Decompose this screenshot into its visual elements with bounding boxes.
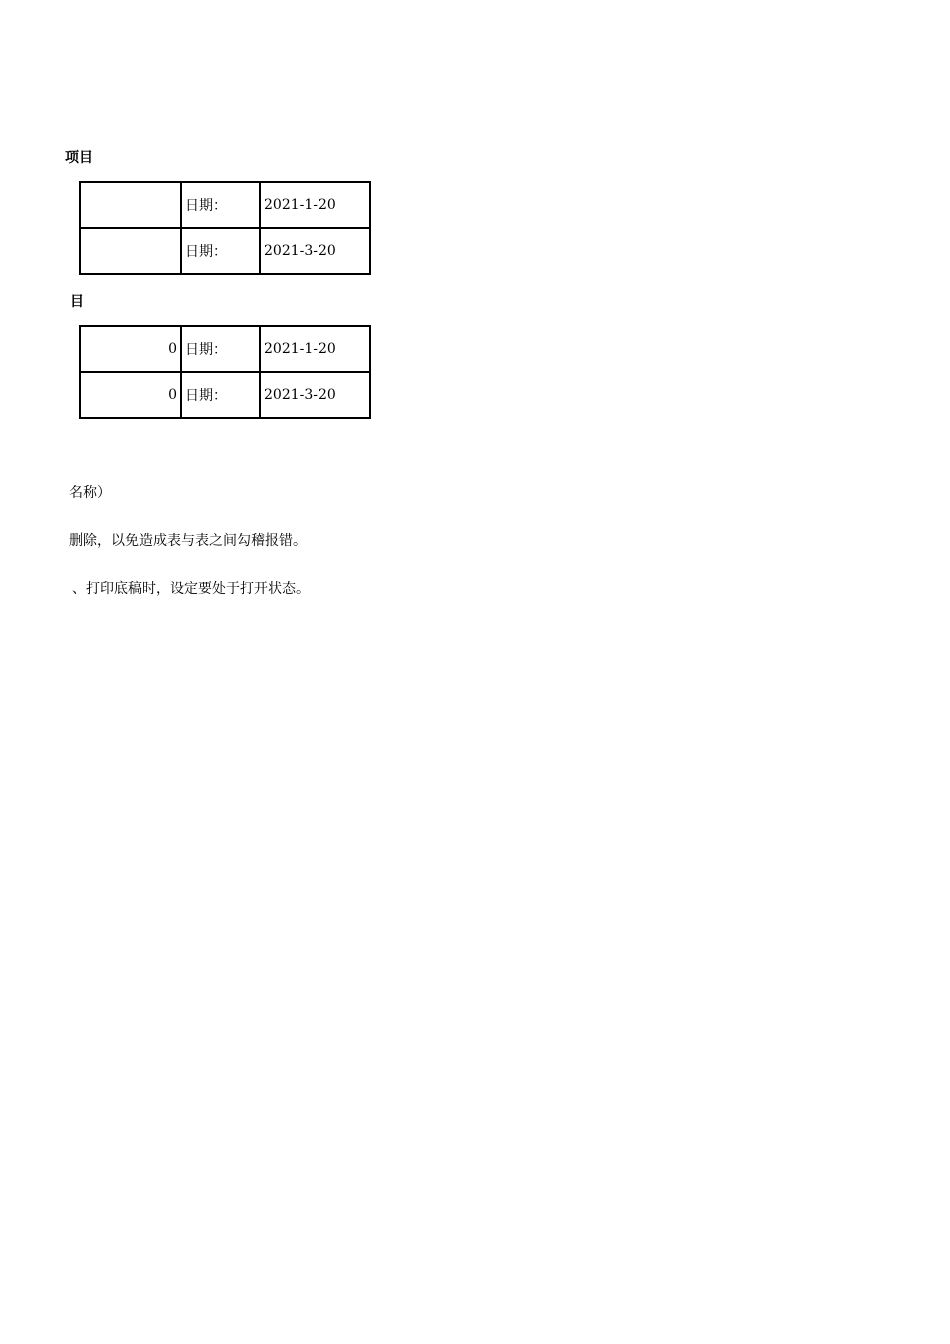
table-row bbox=[80, 372, 370, 418]
note-line-1-text: 名称） bbox=[69, 485, 111, 501]
date-label-cell: 日期： bbox=[181, 326, 260, 372]
note-line-2-text: 删除，以免造成表与表之间勾稽报错。 bbox=[69, 533, 307, 549]
section1-table bbox=[79, 181, 371, 275]
section1-heading-text: 项目 bbox=[65, 150, 93, 166]
date-label-cell: 日期： bbox=[181, 228, 260, 274]
value-cell bbox=[80, 228, 181, 274]
section1-heading bbox=[65, 149, 119, 169]
value-cell: 0 bbox=[80, 372, 181, 418]
date-cell: 2021-3-20 bbox=[260, 228, 370, 274]
table-row bbox=[80, 326, 370, 372]
date-cell: 2021-1-20 bbox=[260, 182, 370, 228]
note-line-2 bbox=[69, 531, 479, 553]
date-cell: 2021-3-20 bbox=[260, 372, 370, 418]
note-line-1 bbox=[69, 483, 379, 505]
date-cell: 2021-1-20 bbox=[260, 326, 370, 372]
value-cell: 0 bbox=[80, 326, 181, 372]
section2-table bbox=[79, 325, 371, 419]
section2-heading-text: 目 bbox=[70, 294, 84, 310]
table-row bbox=[80, 228, 370, 274]
table-row bbox=[80, 182, 370, 228]
section2-heading bbox=[70, 293, 99, 313]
value-cell bbox=[80, 182, 181, 228]
note-line-3 bbox=[72, 579, 479, 601]
note-line-3-text: 、打印底稿时，设定要处于打开状态。 bbox=[72, 581, 310, 597]
date-label-cell: 日期： bbox=[181, 182, 260, 228]
date-label-cell: 日期： bbox=[181, 372, 260, 418]
